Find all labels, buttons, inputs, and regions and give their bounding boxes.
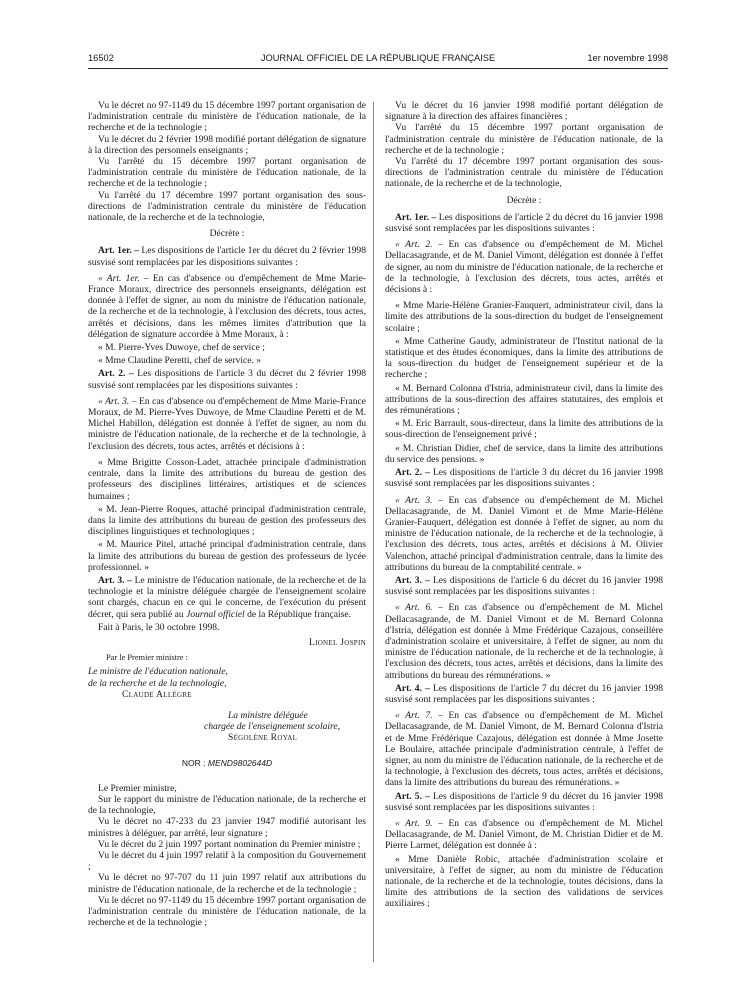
article-5 <box>385 791 663 813</box>
minister-name: Claude Allègre <box>122 688 192 700</box>
column-divider <box>373 102 374 962</box>
article-label: « Art. 7. – <box>395 710 443 722</box>
article-label: Art. 3. – <box>395 574 430 586</box>
article-text: En cas d'absence ou d'empêchement de Mme Marie-France Moraux, directrice des personnels enseignants, délégation est donnée à l'effet de signer, au nom du ministre de l'éducation nationale, de la recherche et de la technologie, à l'exclusion des décrets, tous actes, arrêtés et décisions, dans les mêmes limites d'attribution que la délégation de signature accordée à Mme Moraux, à : <box>88 272 366 340</box>
article-text: Les dispositions de l'article 9 du décret du 16 janvier 1998 susvisé sont remplacées par les dispositions suivantes : <box>385 790 664 813</box>
article-text: Les dispositions de l'article 7 du décret du 16 janvier 1998 susvisé sont remplacées par les dispositions suivantes : <box>385 682 664 705</box>
quoted-article <box>385 495 663 573</box>
article-text: Le ministre de l'éducation nationale, de la recherche et de la technologie et la ministre déléguée chargée de l'enseignement scolaire sont chargés, chacun en ce qui le concerne, de l'exécution du présent décret, qui sera publié au <box>88 574 367 620</box>
article-label: Art. 1er. – <box>98 245 140 257</box>
article-text: En cas d'absence ou d'empêchement de M. Michel Dellacasagrande, de M. Daniel Vimont et de Mme Marie-Hélène Granier-Fauquert, délégation est donnée à l'effet de signer, au nom du ministre de l'éducation nationale, de la recherche et de la technologie, à l'exclusion des décrets, tous actes, arrêtés et décisions à M. Olivier Valenchon, attaché principal d'administration centrale, dans la limite des attributions du bureau de la comptabilité centrale. » <box>385 494 664 573</box>
paragraph: Vu le décret du 2 février 1998 modifié portant délégation de signature à la direction des personnels enseignants ; <box>88 133 366 156</box>
right-column <box>385 100 663 910</box>
paragraph: Vu l'arrêté du 17 décembre 1997 portant organisation des sous-directions de l'administration centrale du ministère de l'éducation nationale, de la recherche et de la technologie, <box>385 156 663 190</box>
article-text: En cas d'absence ou d'empêchement de M. Michel Dellacasagrande, de M. Daniel Vimont, de M. Bernard Colonna d'Istria et de Mme Frédérique Cazajous, délégation est donnée à Mme Josette Le Boulaire, attachée principale d'administration centrale, à l'effet de signer, au nom du ministre de l'éducation nationale, de la recherche et de la technologie, à l'exclusion des décrets, tous actes, arrêtés et décisions, dans la limite des attributions du bureau des rémunérations. » <box>385 710 664 789</box>
article-label: « Art. 6. – <box>395 602 443 614</box>
article-label: Art. 2. – <box>98 368 134 380</box>
list-item: « Mme Brigitte Cosson-Ladet, attachée principale d'administration centrale, dans la limite des attributions du bureau de gestion des professeurs des disciplines littéraires, artistiques et de sciences humaines ; <box>88 456 366 502</box>
page-number: 16502 <box>88 53 114 63</box>
article-label: Art. 2. – <box>395 467 430 479</box>
nor-reference <box>88 758 366 769</box>
minister-title-line: Le ministre de l'éducation nationale, <box>88 666 228 678</box>
article-text: Les dispositions de l'article 6 du décret du 16 janvier 1998 susvisé sont remplacées par les dispositions suivantes : <box>385 574 664 598</box>
list-item: « M. Christian Didier, chef de service, dans la limite des attributions du service des pensions. » <box>385 442 663 465</box>
article-label: « Art. 1er. – <box>98 272 149 284</box>
list-item: « M. Eric Barrault, sous-directeur, dans la limite des attributions de la sous-direction de l'enseignement privé ; <box>385 418 663 441</box>
article-text: Les dispositions de l'article 3 du décret du 16 janvier 1998 susvisé sont remplacées par les dispositions suivantes : <box>385 467 664 490</box>
list-item: « M. Pierre-Yves Duwoye, chef de service ; <box>98 342 265 354</box>
list-item: « M. Maurice Pitel, attaché principal d'administration centrale, dans la limite des attributions du bureau de gestion des professeurs de lycée professionnel. » <box>88 539 366 573</box>
article-label: « Art. 2. – <box>395 239 443 251</box>
signatory-pm: Lionel Jospin <box>308 636 366 648</box>
paragraph: Vu l'arrêté du 15 décembre 1997 portant organisation de l'administration centrale du ministère de l'éducation nationale, de la recherche et de la technologie ; <box>385 122 663 156</box>
paragraph: Vu le décret no 97-1149 du 15 décembre 1997 portant organisation de l'administration centrale du ministère de l'éducation nationale, de la recherche et de la technologie ; <box>88 894 366 929</box>
paragraph: Sur le rapport du ministre de l'éducation nationale, de la recherche et de la technologie, <box>88 793 366 817</box>
article-text: Les dispositions de l'article 1er du décret du 2 février 1998 susvisé sont remplacées par les dispositions suivantes : <box>88 245 366 268</box>
paragraph: Vu le décret du 16 janvier 1998 modifié portant délégation de signature à la direction des affaires financières ; <box>385 100 663 123</box>
article-text: En cas d'absence ou d'empêchement de M. Michel Dellacasagrande, de M. Daniel Vimont et de M. Bernard Colonna d'Istria, délégation est donnée à Mme Frédérique Cazajous, conseillère d'administration scolaire et universitaire, à l'effet de signer, au nom du ministre de l'éducation nationale, de la recherche et de la technologie, à l'exclusion des décrets, tous actes, arrêtés et décisions, dans la limite des attributions du bureau des rémunérations. » <box>385 602 664 681</box>
article-label: Art. 1er. – <box>395 211 437 223</box>
by-pm: Par le Premier ministre : <box>106 653 188 663</box>
minister-title-line: La ministre déléguée <box>228 709 308 721</box>
list-item: « Mme Marie-Hélène Granier-Fauquert, administrateur civil, dans la limite des attributions de la sous-direction du budget de l'enseignement scolaire ; <box>385 300 663 334</box>
article-1 <box>88 245 366 267</box>
article-2 <box>88 368 366 390</box>
paragraph: Vu le décret no 47-233 du 23 janvier 1947 modifié autorisant les ministres à déléguer, par arrêté, leur signature ; <box>88 816 366 839</box>
article-text: de la République française. <box>244 608 352 620</box>
nor-label: NOR : <box>181 757 208 768</box>
journal-officiel: Journal officiel <box>186 608 245 620</box>
quoted-article <box>385 602 663 680</box>
article-1 <box>385 212 663 234</box>
nor-code: MEND9802644D <box>207 757 273 768</box>
quoted-article <box>88 396 366 452</box>
list-item: « M. Jean-Pierre Roques, attaché principal d'administration centrale, dans la limite des attributions du bureau de gestion des professeurs des disciplines linguistiques et technologiques ; <box>88 503 366 538</box>
article-text: Les dispositions de l'article 3 du décret du 2 février 1998 susvisé sont remplacées par les dispositions suivantes : <box>88 368 366 391</box>
quoted-article <box>385 710 663 788</box>
list-item: « Mme Danièle Robic, attachée d'administration scolaire et universitaire, à l'effet de signer, au nom du ministre de l'éducation nationale, de la recherche et de la technologie, toutes décisions, dans la limite des attributions de la section des validations de services auxiliaires ; <box>385 853 663 910</box>
list-item: « Mme Claudine Peretti, chef de service. » <box>98 355 262 367</box>
article-4 <box>385 683 663 705</box>
article-3 <box>88 575 366 620</box>
journal-title: JOURNAL OFFICIEL DE LA RÉPUBLIQUE FRANÇAISE <box>260 53 496 63</box>
paragraph: Vu le décret du 4 juin 1997 relatif à la composition du Gouvernement ; <box>88 849 366 873</box>
left-column <box>88 100 366 928</box>
article-2 <box>385 467 663 489</box>
decrete-heading: Décrète : <box>506 194 542 206</box>
page-header <box>88 53 668 67</box>
article-label: « Art. 3. – <box>98 395 137 407</box>
article-text: En cas d'absence ou d'empêchement de M. Michel Dellacasagrande, de M. Daniel Vimont, de M. Christian Didier et de M. Pierre Larmet, délégation est donnée à : <box>385 817 664 852</box>
paragraph: Vu le décret no 97-1149 du 15 décembre 1997 portant organisation de l'administration centrale du ministère de l'éducation nationale, de la recherche et de la technologie ; <box>88 100 366 134</box>
paragraph: Le Premier ministre, <box>98 782 177 794</box>
quoted-article <box>385 818 663 852</box>
article-label: « Art. 9. – <box>395 817 443 829</box>
article-label: Art. 3. – <box>98 574 132 586</box>
article-text: En cas d'absence ou d'empêchement de Mme Marie-France Moraux, de M. Pierre-Yves Duwoye, de Mme Claudine Peretti et de M. Michel Habillon, délégation est donnée à l'effet de signer, au nom du ministre de l'éducation nationale, de la recherche et de la technologie, à l'exclusion des décrets, tous actes, arrêtés et décisions à : <box>88 395 366 452</box>
article-3 <box>385 575 663 597</box>
paragraph: Vu le décret no 97-707 du 11 juin 1997 relatif aux attributions du ministre de l'éducation nationale, de la recherche et de la technologie ; <box>88 872 366 895</box>
minister-title-line: de la recherche et de la technologie, <box>88 677 227 689</box>
article-text: Les dispositions de l'article 2 du décret du 16 janvier 1998 susvisé sont remplacées par les dispositions suivantes : <box>385 211 663 235</box>
paragraph: Vu l'arrêté du 17 décembre 1997 portant organisation des sous-directions de l'administration centrale du ministère de l'éducation nationale, de la recherche et de la technologie, <box>88 189 366 224</box>
article-label: « Art. 3. – <box>395 494 443 506</box>
decrete-heading: Décrète : <box>209 228 245 240</box>
article-label: Art. 5. – <box>395 790 430 802</box>
list-item: « Mme Catherine Gaudy, administrateur de l'Institut national de la statistique et des études économiques, dans la limite des attributions de la sous-direction du budget de l'enseignement supérieur et de la recherche ; <box>385 335 663 381</box>
issue-date: 1er novembre 1998 <box>587 53 668 63</box>
minister-name: Ségolène Royal <box>228 732 298 744</box>
header-rule <box>88 68 668 69</box>
minister-title-line: chargée de l'enseignement scolaire, <box>204 721 341 733</box>
paragraph: Vu l'arrêté du 15 décembre 1997 portant organisation de l'administration centrale du ministère de l'éducation nationale, de la recherche et de la technologie ; <box>88 156 366 190</box>
article-text: En cas d'absence ou d'empêchement de M. Michel Dellacasagrande, et de M. Daniel Vimont, délégation est donnée à l'effet de signer, au nom du ministre de l'éducation nationale, de la recherche et de la technologie, à l'exclusion des décrets, tous actes, arrêtés et décisions à : <box>385 239 664 296</box>
signature-date: Fait à Paris, le 30 octobre 1998. <box>98 621 220 633</box>
quoted-article <box>385 239 663 295</box>
paragraph: Vu le décret du 2 juin 1997 portant nomination du Premier ministre ; <box>98 838 361 850</box>
list-item: « M. Bernard Colonna d'Istria, administrateur civil, dans la limite des attributions de la sous-direction des affaires statutaires, des emplois et des rémunérations ; <box>385 382 663 417</box>
article-label: Art. 4. – <box>395 682 430 694</box>
quoted-article <box>88 273 366 340</box>
